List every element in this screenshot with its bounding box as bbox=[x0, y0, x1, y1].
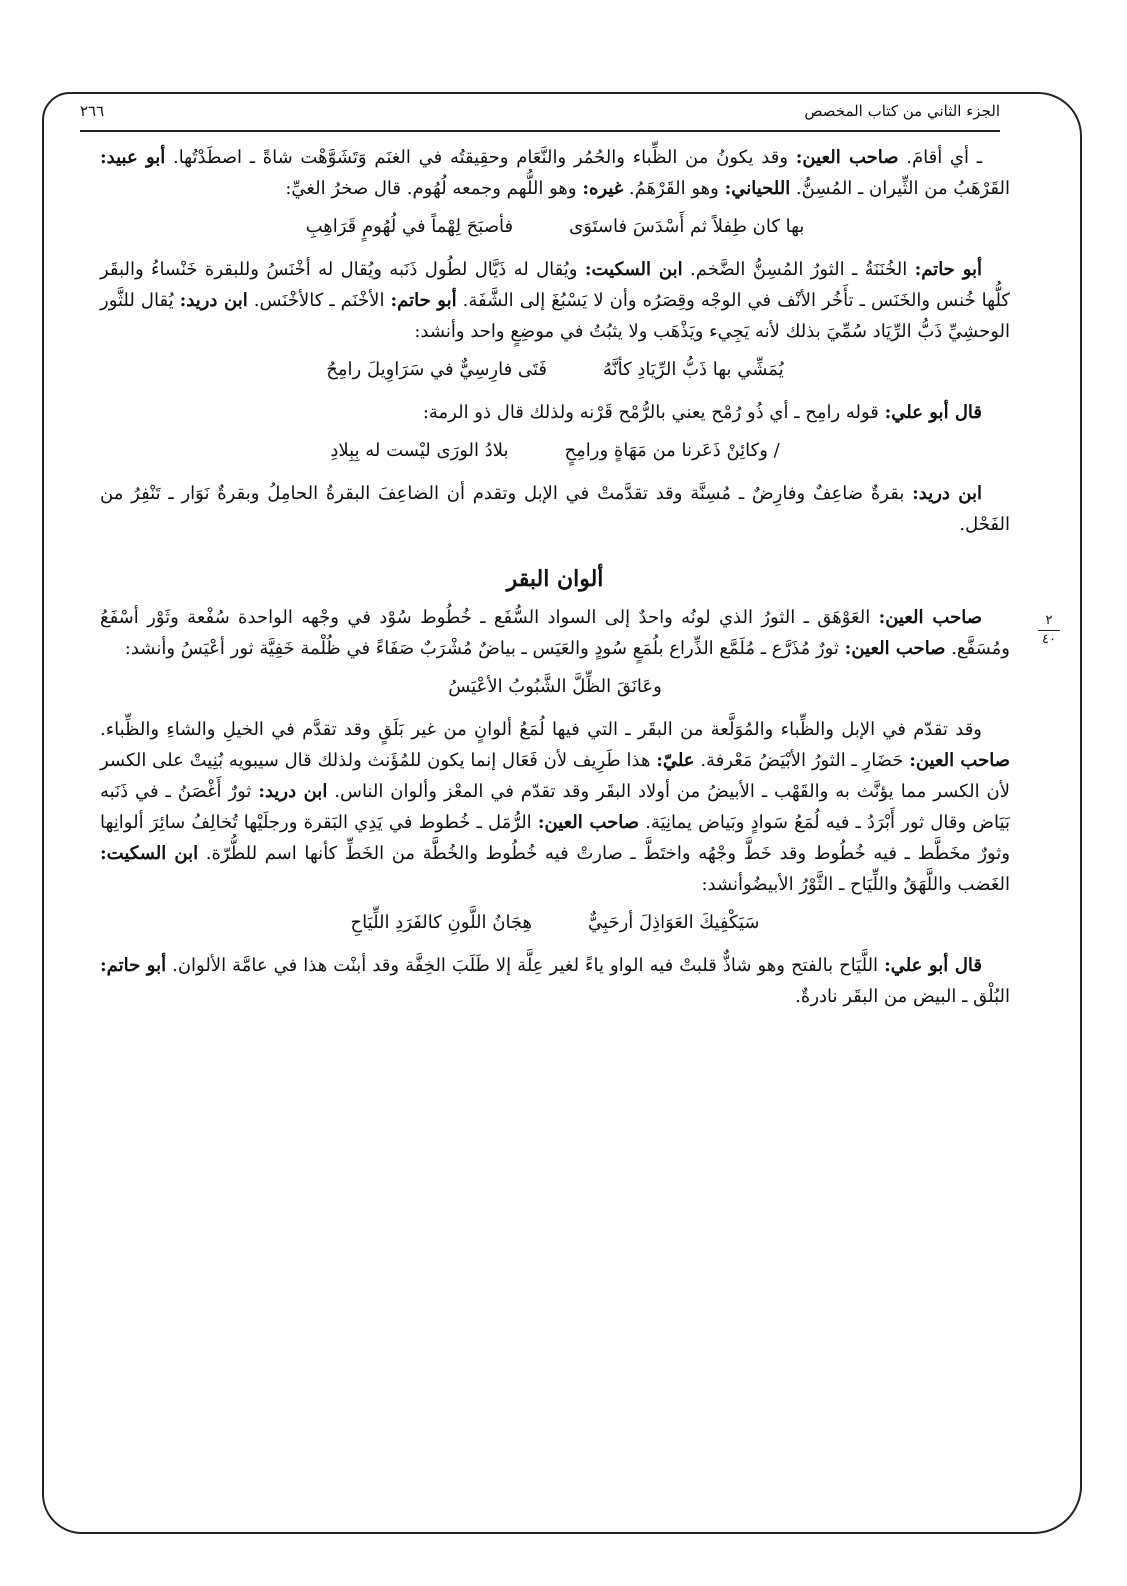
author-name: صاحب العين: bbox=[878, 607, 982, 628]
paragraph-6 bbox=[100, 714, 1010, 900]
text: ثورٌ مُذَرَّع ـ مُلَمَّع الذِّراع بلُمَعٍ سُودٍ والعَيَس ـ بياضٌ مُشْرَبٌ صَفَاءً في ظُلْمة خَفِيَّة ثور أعْيَسُ وأنشد: bbox=[124, 638, 845, 659]
verse-hemistich-left: فَتَى فارِسِيٌّ في سَرَاوِيلَ رامِحُ bbox=[326, 359, 547, 380]
verse-hemistich-right: بها كان طِفلاً ثم أَسْدَسَ فاستَوَى bbox=[569, 216, 805, 237]
author-name: غيره: bbox=[582, 178, 624, 199]
verse-2 bbox=[100, 353, 1010, 387]
author-name: ابن دريد: bbox=[258, 781, 328, 802]
text: الرُّمَل ـ خُطوط في يَدِي البَقرة ورجلَيْها تُخالِفُ سائِرَ ألوانِها وثورٌ مخَطَّط ـ فيه خُطُوط وقد خَطَّ وجْهُه واختَطَّ ـ صارتْ فيه خُطُوط والخُطَّة من الخَطِّ كأنها اسم للطُّرّة. bbox=[100, 812, 1011, 864]
author-name: صاحب العين: bbox=[909, 750, 1011, 771]
verse-line: وعَانَقَ الظِّلَّ الشَّبُوبُ الأعْيَسُ bbox=[448, 676, 662, 697]
text: يُقال للثَّور الوحشِيِّ ذَبُّ الرِّيَاد سُمِّيَ بذلك لأنه يَجِيء ويَذْهَب ولا يثبُتُ في موضِعٍ واحد وأنشد: bbox=[100, 290, 1010, 342]
author-name: اللحياني: bbox=[724, 178, 791, 199]
paragraph-1 bbox=[100, 142, 1010, 204]
author-name: عليّ: bbox=[656, 750, 695, 771]
author-name: صاحب العين: bbox=[795, 147, 899, 168]
verse-hemistich-right: سَيَكْفِيكَ العَوَاذِلَ أرحَبِيٌّ bbox=[588, 912, 760, 933]
page-number: ٢٦٦ bbox=[80, 102, 105, 120]
text: البُلْق ـ البيض من البقَر نادرةٌ. bbox=[795, 986, 1010, 1007]
section-heading: ألوان البقر bbox=[506, 566, 604, 592]
author-name: أبو حاتم: bbox=[390, 290, 457, 311]
margin-ref-top: ٢ bbox=[1045, 613, 1053, 628]
author-name: ابن السكيت: bbox=[584, 259, 683, 280]
text: وقد تقدّم في الإبل والظِّباء والمُوَلَّعة من البقَر ـ التي فيها لُمَعُ ألوانٍ من غير بَلَقٍ وقد تقدَّم في الخيلِ والشاءِ والظِّباء. bbox=[100, 719, 982, 740]
verse-1 bbox=[100, 210, 1010, 244]
author-name: ابن السكيت: bbox=[100, 843, 199, 864]
verse-3 bbox=[100, 434, 1010, 468]
text: العَوْهَق ـ الثورُ الذي لونُه واحدٌ إلى السواد السُّفَع ـ خُطُوط سُوْد في وجْهه الواحدة سُفْعة وثَوْر أسْفَعُ ومُسَفَّع. bbox=[100, 607, 1010, 659]
author-name: صاحب العين: bbox=[537, 812, 640, 833]
text: ـ أي أقامَ. bbox=[898, 147, 982, 168]
text: ثورٌ أَغْصَنُ ـ في ذَنَبه بَيَاض وقال ثور أَبْرَدُ ـ فيه لُمَعُ سَوادٍ وبَياض يمانِيَة. bbox=[100, 781, 1010, 833]
paragraph-5 bbox=[100, 602, 1010, 664]
author-name: أبو عبيد: bbox=[100, 147, 166, 168]
text: ويُقال له ذَيَّال لطُول ذَنَبه ويُقال له أخْنَسُ وللبقرة خَنْساءُ والبقَر كلُّها خُنس والخَنَس ـ تأَخُر الأنْف في الوجْه وقِصَرُه وأن لا يَسْبُغَ إلى الشَّفَة. bbox=[100, 259, 1010, 311]
text: بقرةٌ ضاعِفٌ وفارِضٌ ـ مُسِنَّة وقد تقدَّمتْ في الإبل وتقدم أن الضاعِفَ البقرةُ الحامِلُ وبقرةٌ نَوَار ـ تَنْفِرُ من الفَحْل. bbox=[100, 483, 1010, 535]
verse-hemistich-right: / وكائِنْ ذَعَرنا من مَهَاةٍ ورامِحٍ bbox=[564, 440, 780, 461]
text: حَضَارِ ـ الثورُ الأبْيَضُ مَعْرفة. bbox=[694, 750, 910, 771]
text: وهو اللُّهم وجمعه لُهُوم. قال صخرُ الغيِّ: bbox=[285, 178, 583, 199]
author-name: أبو حاتم: bbox=[100, 955, 167, 976]
margin-ref-bottom: ٤٠ bbox=[1042, 632, 1056, 647]
verse-4 bbox=[100, 670, 1010, 704]
author-name: ابن دريد: bbox=[912, 483, 982, 504]
paragraph-3 bbox=[100, 397, 1010, 428]
text: الأخْنَم ـ كالأخْنَس. bbox=[247, 290, 391, 311]
text: وقد يكونُ من الظِّباء والحُمُر والنَّعَام وحقِيقتُه في الغنَم وَتَشَوَّهْت شاةً ـ اصطَدْتُها. bbox=[165, 147, 796, 168]
margin-reference bbox=[1034, 614, 1064, 647]
paragraph-2 bbox=[100, 254, 1010, 347]
main-text bbox=[100, 142, 1010, 1018]
text: الخُنَنَةُ ـ الثورُ المُسِنُّ الضَّخم. bbox=[682, 259, 915, 280]
author-name: قال أبو علي: bbox=[884, 955, 983, 976]
text: وهو القَرْهَمُ. bbox=[623, 178, 725, 199]
text: الغَضب واللَّهَقُ واللِّيَاح ـ الثَّوْرُ الأبيضُوأنشد: bbox=[701, 874, 1010, 895]
text: هذا طَرِيف لأن فَعَال إنما يكون للمُؤَنث ولذلك قال سيبويه بُنِيتْ على الكسر لأن الكسر مما يؤنَّث به والقَهْب ـ الأبيضُ من أولاد البقَر وقد تقدّم في المعْز وألوان الناس. bbox=[100, 750, 1010, 802]
verse-hemistich-right: يُمَشِّي بها ذَبُّ الرِّيَادِ كأنَّهُ bbox=[602, 359, 784, 380]
text: قوله رامِح ـ أي ذُو رُمْح يعني بالرُّمْح قَرْنه ولذلك قال ذو الرمة: bbox=[422, 402, 885, 423]
text: اللَّيَاح بالفتح وهو شاذٌّ قلبتْ فيه الواو ياءً لغير عِلَّة إلا طَلَبَ الخِفَّة وقد أبنْت هذا في عامَّة الألوان. bbox=[166, 955, 885, 976]
verse-hemistich-left: بلادُ الورَى ليْست له بِبِلادِ bbox=[330, 440, 509, 461]
paragraph-7 bbox=[100, 950, 1010, 1012]
text: القَرْهَبُ من الثِّيران ـ المُسِنُّ. bbox=[790, 178, 1010, 199]
paragraph-4 bbox=[100, 478, 1010, 540]
author-name: ابن دريد: bbox=[179, 290, 248, 311]
page-header bbox=[80, 96, 1000, 132]
verse-hemistich-left: هِجَانُ اللَّونِ كالفَرَدِ اللِّيَاحِ bbox=[350, 912, 533, 933]
author-name: صاحب العين: bbox=[844, 638, 946, 659]
author-name: أبو حاتم: bbox=[914, 259, 983, 280]
author-name: قال أبو علي: bbox=[884, 402, 982, 423]
running-title: الجزء الثاني من كتاب المخصص bbox=[804, 102, 1000, 120]
margin-ref-bar bbox=[1038, 630, 1060, 631]
verse-hemistich-left: فأصبَحَ لِهْماً في لُهُومٍ قَرَاهِبِ bbox=[305, 216, 514, 237]
verse-5 bbox=[100, 906, 1010, 940]
